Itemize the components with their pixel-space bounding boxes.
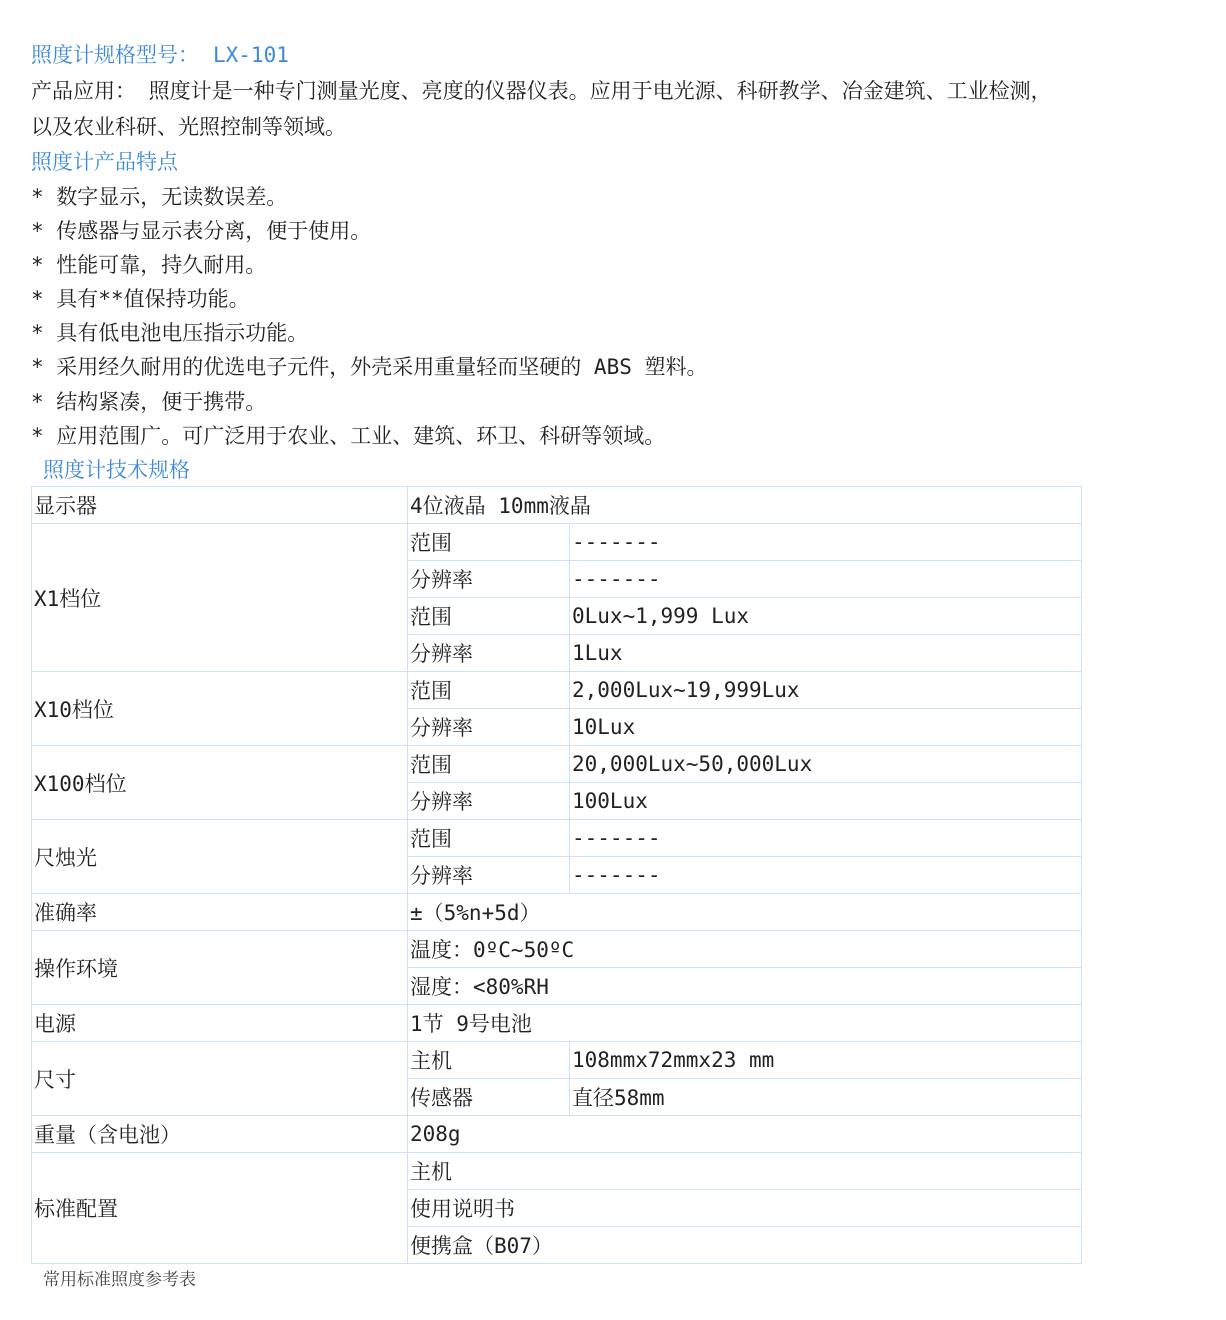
feature-item: * 采用经久耐用的优选电子元件，外壳采用重量轻而坚硬的 ABS 塑料。 xyxy=(31,355,708,379)
dash-value: ------- xyxy=(570,561,1082,598)
spec-value-humidity: 湿度：<80%RH xyxy=(408,968,1082,1005)
standard-item: 主机 xyxy=(408,1153,1082,1190)
sensor-size-value: 直径58mm xyxy=(570,1079,1082,1116)
table-row xyxy=(32,487,1082,524)
x100-range-value: 20,000Lux~50,000Lux xyxy=(570,746,1082,783)
spec-value-temperature: 温度：0ºC~50ºC xyxy=(408,931,1082,968)
range-label: 范围 xyxy=(408,524,570,561)
x10-resolution-value: 10Lux xyxy=(570,709,1082,746)
table-row xyxy=(32,1116,1082,1153)
spec-label-environment: 操作环境 xyxy=(32,931,408,1005)
table-row xyxy=(32,1153,1082,1190)
standard-item: 使用说明书 xyxy=(408,1190,1082,1227)
range-label: 范围 xyxy=(408,672,570,709)
main-unit-size-value: 108mmx72mmx23 mm xyxy=(570,1042,1082,1079)
table-row xyxy=(32,1005,1082,1042)
spec-value-weight: 208g xyxy=(408,1116,1082,1153)
standard-item: 便携盒（B07） xyxy=(408,1227,1082,1264)
x1-resolution-value: 1Lux xyxy=(570,635,1082,672)
resolution-label: 分辨率 xyxy=(408,635,570,672)
reference-table-caption: 常用标准照度参考表 xyxy=(43,1270,196,1290)
model-label: 照度计规格型号： xyxy=(31,43,199,67)
specs-title: 照度计技术规格 xyxy=(43,458,190,482)
table-row xyxy=(32,672,1082,709)
resolution-label: 分辨率 xyxy=(408,561,570,598)
sensor-label: 传感器 xyxy=(408,1079,570,1116)
features-title: 照度计产品特点 xyxy=(31,150,178,174)
feature-item: * 具有**值保持功能。 xyxy=(31,287,250,311)
x100-resolution-value: 100Lux xyxy=(570,783,1082,820)
feature-item: * 数字显示，无读数误差。 xyxy=(31,185,288,209)
main-unit-label: 主机 xyxy=(408,1042,570,1079)
dash-value: ------- xyxy=(570,857,1082,894)
spec-label-display: 显示器 xyxy=(32,487,408,524)
spec-label-size: 尺寸 xyxy=(32,1042,408,1116)
spec-label-weight: 重量（含电池） xyxy=(32,1116,408,1153)
x10-range-value: 2,000Lux~19,999Lux xyxy=(570,672,1082,709)
resolution-label: 分辨率 xyxy=(408,783,570,820)
spec-label-standard: 标准配置 xyxy=(32,1153,408,1264)
spec-label-footcandle: 尺烛光 xyxy=(32,820,408,894)
model-line xyxy=(31,38,289,72)
spec-value-accuracy: ±（5%n+5d） xyxy=(408,894,1082,931)
feature-item: * 具有低电池电压指示功能。 xyxy=(31,321,309,345)
spec-value-display: 4位液晶 10mm液晶 xyxy=(408,487,1082,524)
spec-table xyxy=(31,486,1082,1264)
range-label: 范围 xyxy=(408,598,570,635)
table-row xyxy=(32,894,1082,931)
resolution-label: 分辨率 xyxy=(408,857,570,894)
feature-item: * 结构紧凑，便于携带。 xyxy=(31,390,267,414)
spec-label-x1: X1档位 xyxy=(32,524,408,672)
dash-value: ------- xyxy=(570,524,1082,561)
resolution-label: 分辨率 xyxy=(408,709,570,746)
spec-label-x100: X100档位 xyxy=(32,746,408,820)
table-row xyxy=(32,746,1082,783)
intro-line-1: 产品应用： 照度计是一种专门测量光度、亮度的仪器仪表。应用于电光源、科研教学、冶金建筑、工业检测， xyxy=(31,79,1052,103)
feature-item: * 性能可靠，持久耐用。 xyxy=(31,253,267,277)
x1-range-value: 0Lux~1,999 Lux xyxy=(570,598,1082,635)
table-row xyxy=(32,931,1082,968)
table-row xyxy=(32,820,1082,857)
model-value: LX-101 xyxy=(213,43,289,67)
intro-line-2: 以及农业科研、光照控制等领域。 xyxy=(31,115,346,139)
feature-item: * 应用范围广。可广泛用于农业、工业、建筑、环卫、科研等领域。 xyxy=(31,424,666,448)
spec-label-power: 电源 xyxy=(32,1005,408,1042)
spec-value-power: 1节 9号电池 xyxy=(408,1005,1082,1042)
feature-item: * 传感器与显示表分离，便于使用。 xyxy=(31,219,372,243)
spec-label-x10: X10档位 xyxy=(32,672,408,746)
dash-value: ------- xyxy=(570,820,1082,857)
spec-label-accuracy: 准确率 xyxy=(32,894,408,931)
table-row xyxy=(32,1042,1082,1079)
range-label: 范围 xyxy=(408,820,570,857)
table-row xyxy=(32,524,1082,561)
range-label: 范围 xyxy=(408,746,570,783)
